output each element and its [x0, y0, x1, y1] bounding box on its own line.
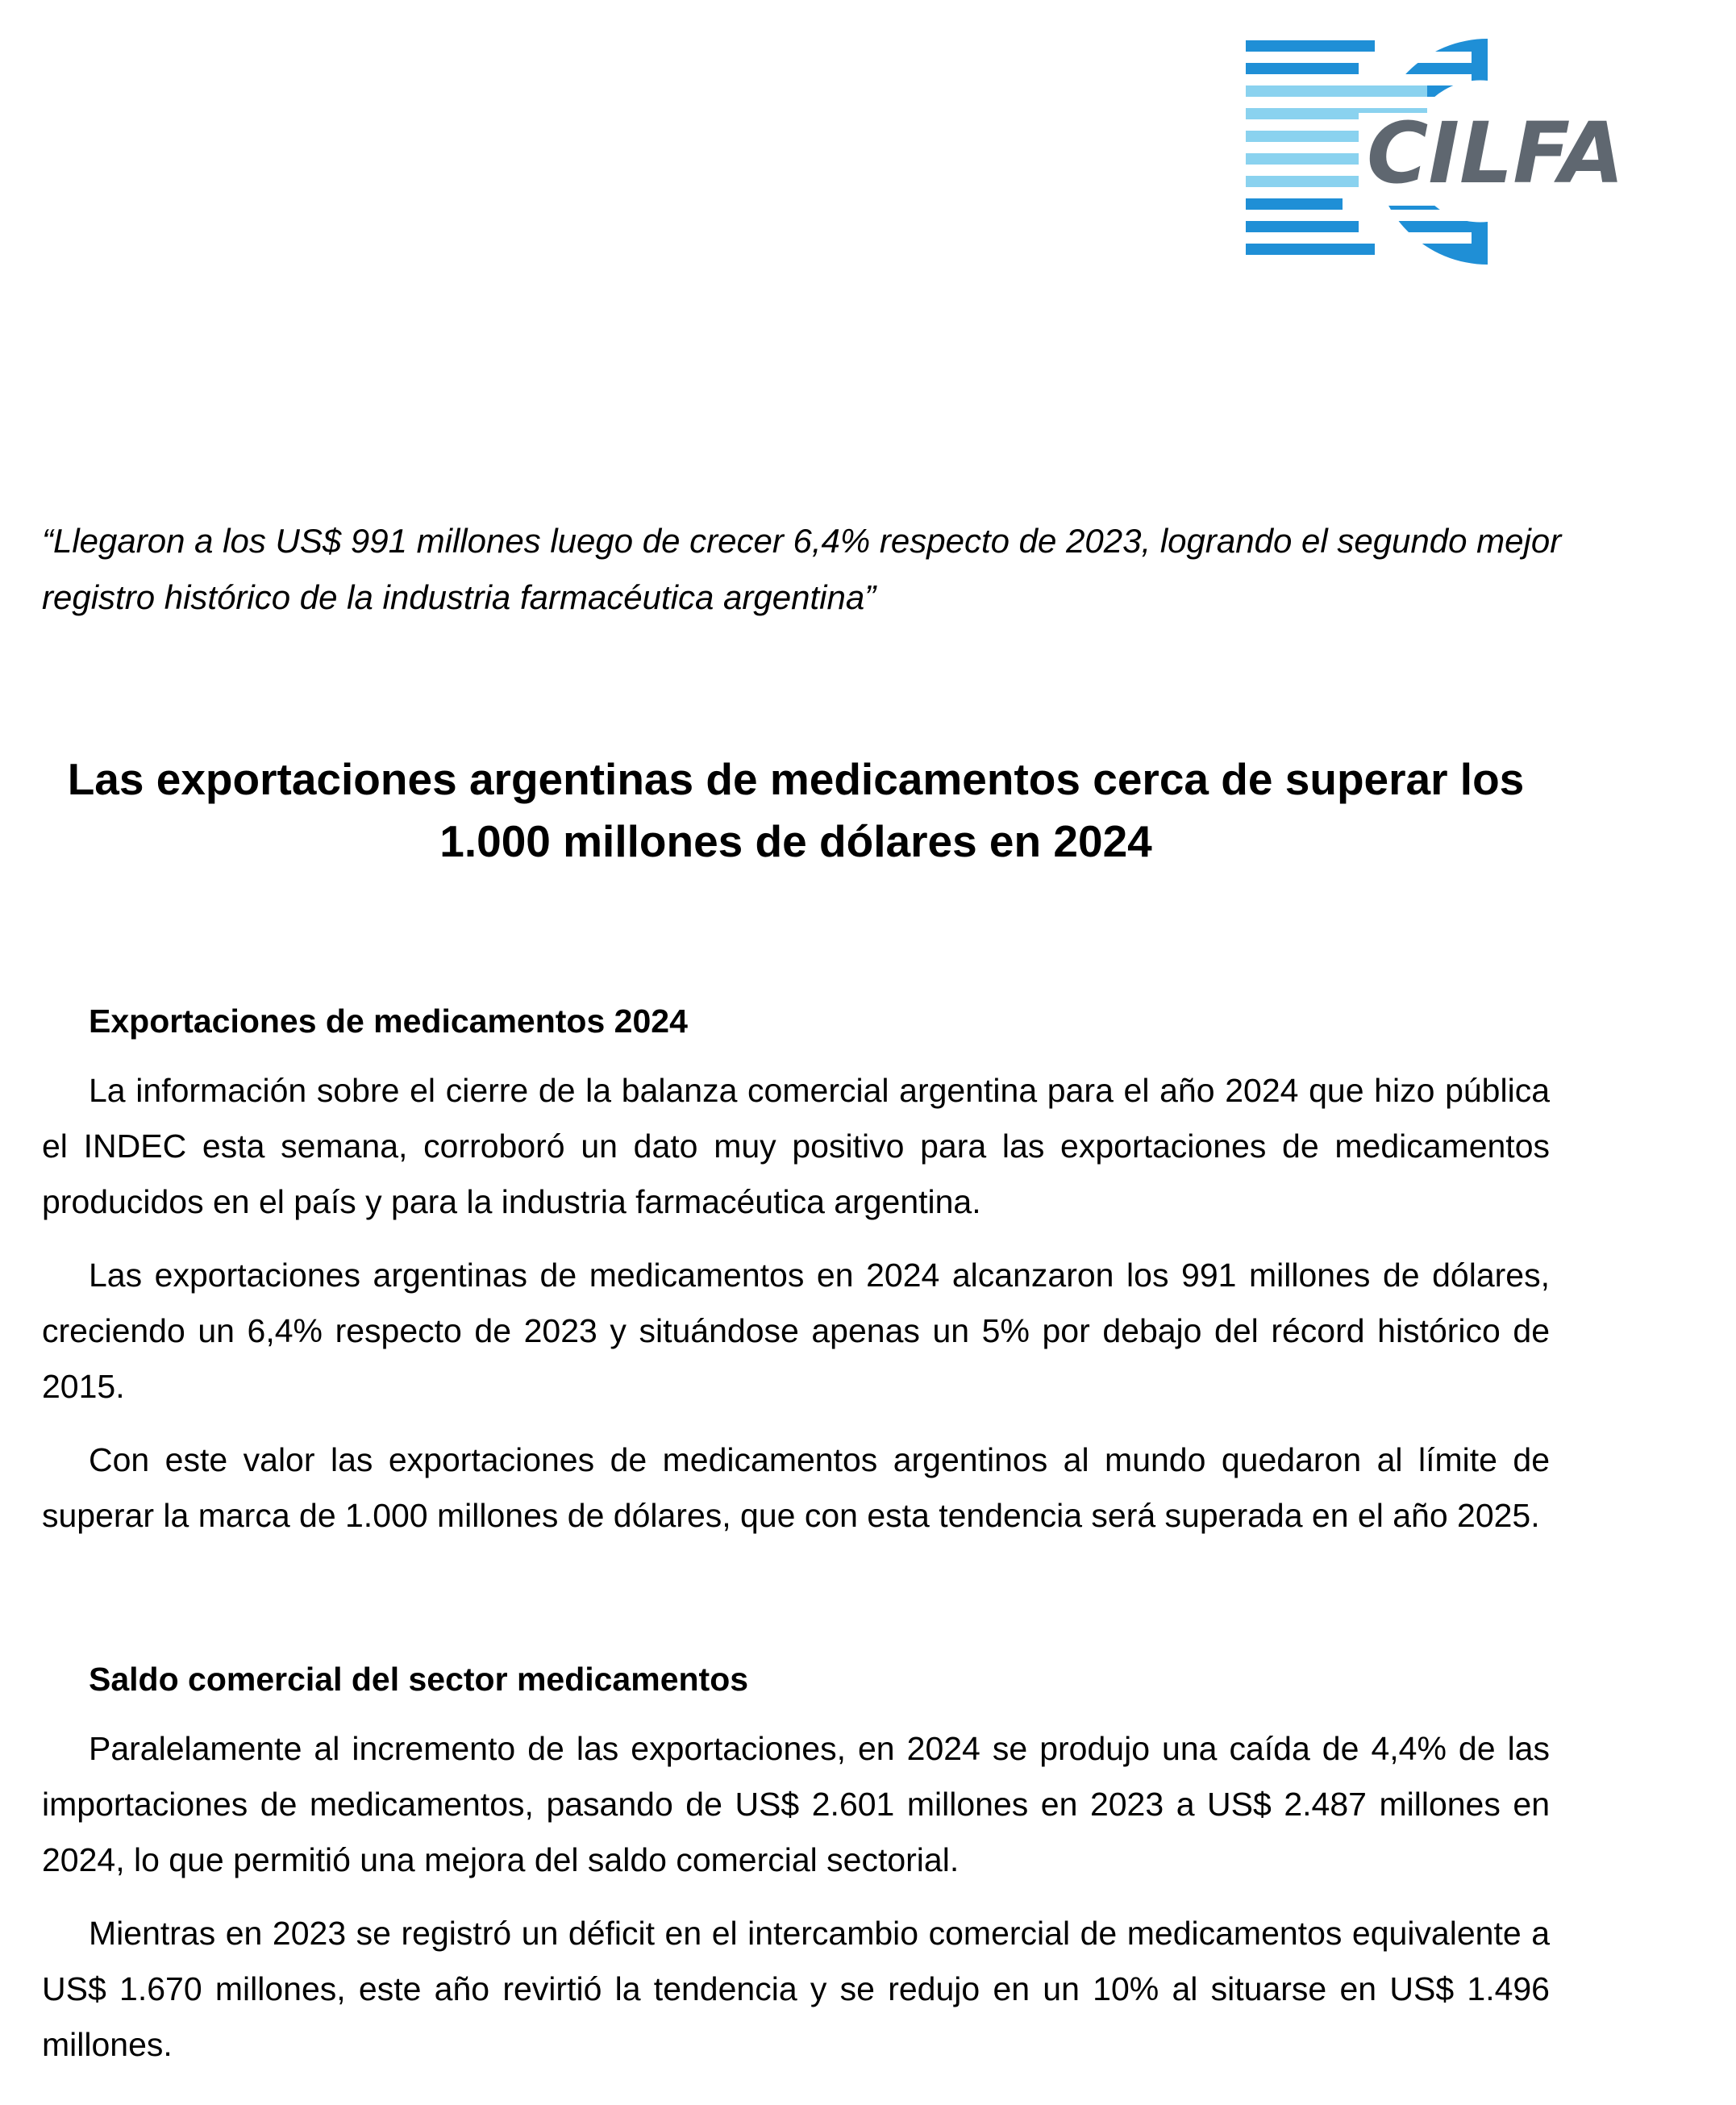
logo-stripe	[1246, 153, 1330, 165]
logo-stripe	[1246, 108, 1334, 119]
paragraph: Mientras en 2023 se registró un déficit en el intercambio comercial de medicamentos equivalente a US$ 1.670 millones, este año revirtió la tendencia y se redujo en un 10% al situarse en US$ 1.496 millones.	[42, 1915, 1550, 2063]
logo-stripe	[1246, 244, 1375, 255]
logo-stripe	[1246, 131, 1330, 142]
section-saldo-comercial	[42, 1655, 1550, 2090]
lead-quote: “Llegaron a los US$ 991 millones luego de crecer 6,4% respecto de 2023, logrando el segundo mejor registro histórico de la industria farmacéutica argentina”	[42, 522, 1562, 616]
paragraph: La información sobre el cierre de la balanza comercial argentina para el año 2024 que hizo pública el INDEC esta semana, corroboró un dato muy positivo para las exportaciones de medicamentos producidos en el país y para la industria farmacéutica argentina.	[42, 1072, 1550, 1220]
title-line-2: 1.000 millones de dólares en 2024	[439, 816, 1152, 866]
logo-text: CILFA	[1367, 104, 1625, 202]
logo-stripe	[1246, 63, 1359, 74]
logo-stripe	[1246, 40, 1375, 52]
section-exportaciones	[42, 997, 1550, 1561]
paragraph: Paralelamente al incremento de las exportaciones, en 2024 se produjo una caída de 4,4% de las importaciones de medicamentos, pasando de US$ 2.601 millones en 2023 a US$ 2.487 millones en 2024, lo que permitió una mejora del saldo comercial sectorial.	[42, 1730, 1550, 1878]
section-heading: Exportaciones de medicamentos 2024	[89, 1002, 688, 1040]
page-title	[42, 748, 1550, 873]
paragraph: Con este valor las exportaciones de medicamentos argentinos al mundo quedaron al límite de superar la marca de 1.000 millones de dólares, que con esta tendencia será superada en el año 2025.	[42, 1441, 1550, 1534]
logo-stripe	[1246, 85, 1343, 97]
logo-stripe	[1246, 198, 1343, 210]
cilfa-logo-graphic	[1246, 24, 1665, 278]
title-line-1: Las exportaciones argentinas de medicamentos cerca de superar los	[67, 754, 1525, 804]
cilfa-logo	[1246, 24, 1665, 278]
section-heading: Saldo comercial del sector medicamentos	[89, 1661, 749, 1698]
logo-stripe	[1246, 176, 1334, 187]
logo-stripe	[1246, 221, 1359, 232]
paragraph: Las exportaciones argentinas de medicamentos en 2024 alcanzaron los 991 millones de dólares, creciendo un 6,4% respecto de 2023 y situándose apenas un 5% por debajo del récord histórico de 2015.	[42, 1257, 1550, 1405]
